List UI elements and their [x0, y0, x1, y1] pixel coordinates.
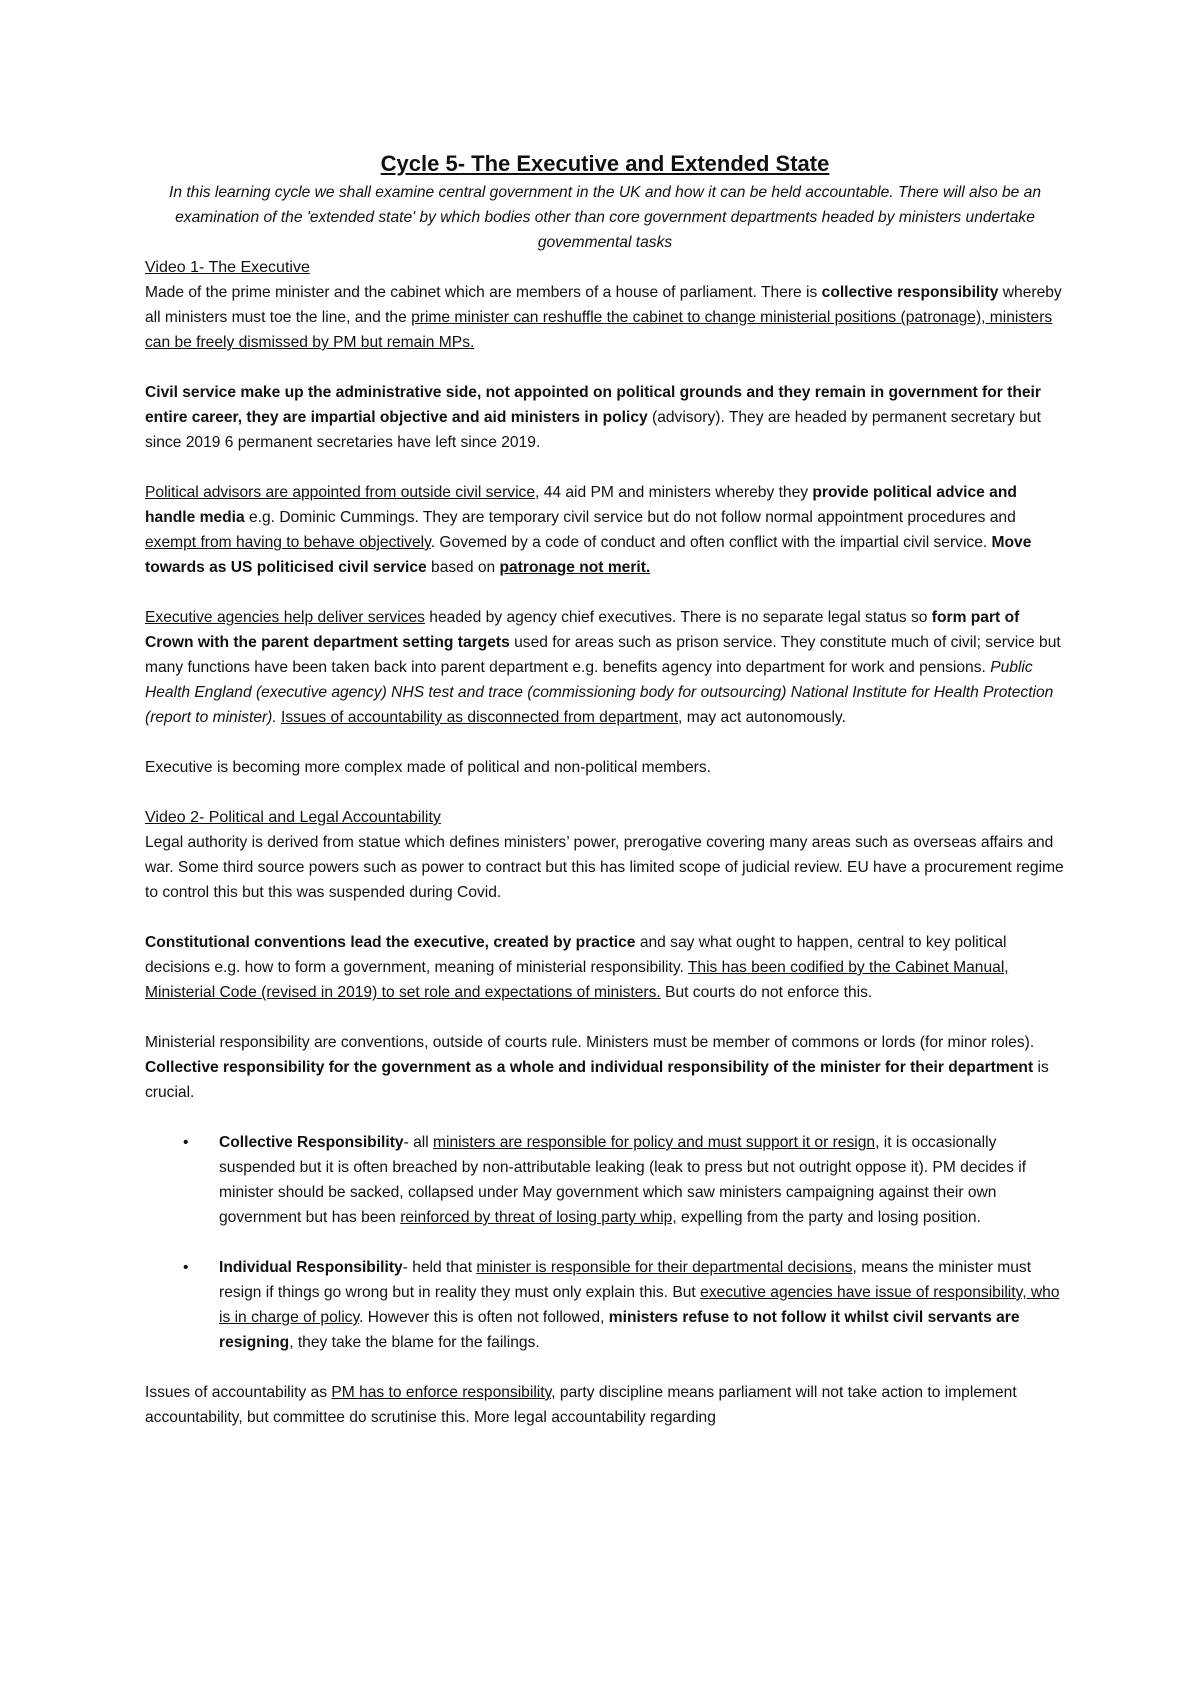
ministerial-responsibility-paragraph: Ministerial responsibility are conventions, outside of courts rule. Ministers must be member of commons or lords (for minor roles). Collective responsibility for the government as a whole and individual responsibility of the minister for their department is crucial.	[145, 1034, 1049, 1101]
intro-paragraph: In this learning cycle we shall examine central government in the UK and how it can be held accountable. There will also be an examination of the 'extended state' by which bodies other than core government departments headed by ministers undertake govemmental tasks	[168, 184, 1041, 251]
document-page	[145, 148, 1065, 1430]
executive-paragraph: Made of the prime minister and the cabinet which are members of a house of parliament. There is collective responsibility whereby all ministers must toe the line, and the prime minister can reshuffle the cabinet to change ministerial positions (patronage), ministers can be freely dismissed by PM but remain MPs.	[145, 284, 1062, 351]
document-title: Cycle 5- The Executive and Extended State	[380, 151, 830, 176]
accountability-issues-paragraph: Issues of accountability as PM has to enforce responsibility, party discipline means parliament will not take action to implement accountability, but committee do scrutinise this. More legal accountability regarding	[145, 1384, 1017, 1426]
legal-authority-paragraph: Legal authority is derived from statue which defines ministers’ power, prerogative covering many areas such as overseas affairs and war. Some third source powers such as power to contract but this has limited scope of judicial review. EU have a procurement regime to control this but this was suspended during Covid.	[145, 834, 1064, 901]
video-1-heading: Video 1- The Executive	[145, 259, 310, 276]
executive-agencies-paragraph: Executive agencies help deliver services headed by agency chief executives. There is no separate legal status so form part of Crown with the parent department setting targets used for areas such as prison service. They constitute much of civil; service but many functions have been taken back into parent department e.g. benefits agency into department for work and pensions. Public Health England (executive agency) NHS test and trace (commissioning body for outsourcing) National Institute for Health Protection (report to minister). Issues of accountability as disconnected from department, may act autonomously.	[145, 609, 1061, 726]
conventions-paragraph: Constitutional conventions lead the executive, created by practice and say what ought to happen, central to key political decisions e.g. how to form a government, meaning of ministerial responsibility. This has been codified by the Cabinet Manual, Ministerial Code (revised in 2019) to set role and expectations of ministers. But courts do not enforce this.	[145, 934, 1009, 1001]
list-item: • Individual Responsibility- held that minister is responsible for their departmental decisions, means the minister must resign if things go wrong but in reality they must only explain this. But executive agencies have issue of responsibility, who is in charge of policy. However this is often not followed, ministers refuse to not follow it whilst civil servants are resigning, they take the blame for the failings.	[145, 1255, 1065, 1355]
civil-service-paragraph: Civil service make up the administrative side, not appointed on political grounds and they remain in government for their entire career, they are impartial objective and aid ministers in policy (advisory). They are headed by permanent secretary but since 2019 6 permanent secretaries have left since 2019.	[145, 384, 1041, 451]
bullet-icon: •	[183, 1134, 189, 1151]
political-advisors-paragraph: Political advisors are appointed from outside civil service, 44 aid PM and ministers whereby they provide political advice and handle media e.g. Dominic Cummings. They are temporary civil service but do not follow normal appointment procedures and exempt from having to behave objectively. Govemed by a code of conduct and often conflict with the impartial civil service. Move towards as US politicised civil service based on patronage not merit.	[145, 484, 1032, 576]
video-2-heading: Video 2- Political and Legal Accountability	[145, 809, 441, 826]
list-item: • Collective Responsibility- all ministers are responsible for policy and must support it or resign, it is occasionally suspended but it is often breached by non-attributable leaking (leak to press but not outright oppose it). PM decides if minister should be sacked, collapsed under May government which saw ministers campaigning against their own government but has been reinforced by threat of losing party whip, expelling from the party and losing position.	[145, 1130, 1065, 1230]
bullet-icon: •	[183, 1259, 189, 1276]
executive-summary-paragraph: Executive is becoming more complex made of political and non-political members.	[145, 759, 711, 776]
responsibility-list	[145, 1130, 1065, 1355]
